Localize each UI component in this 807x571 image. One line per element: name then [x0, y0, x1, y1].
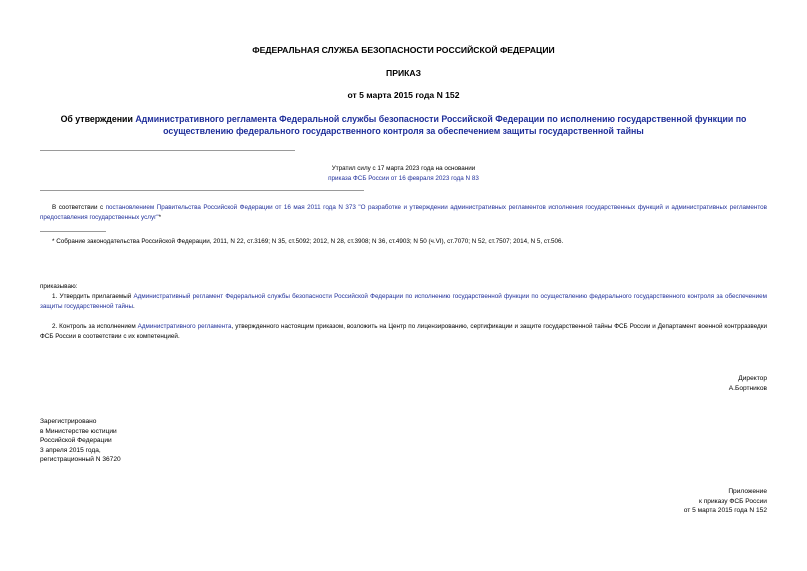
item-1-end: . — [133, 302, 135, 310]
order-word: приказываю: — [40, 283, 78, 290]
divider-top — [40, 150, 295, 151]
footnote-divider — [40, 231, 106, 232]
footnote-mark: * — [52, 238, 55, 245]
item-1-regulation-link[interactable]: Административный регламент Федеральной службы безопасности Российской Федерации по исполнению государственной функции по осуществлению федерального государственного контроля за обеспечением защиты государственной тайны — [40, 293, 768, 310]
status-note-line: Утратил силу с 17 марта 2023 года на основании — [331, 165, 476, 172]
registration-line: в Министерстве юстиции — [40, 427, 117, 435]
item-1-lead: 1. Утвердить прилагаемый — [52, 293, 134, 300]
appendix-line: от 5 марта 2015 года N 152 — [683, 507, 767, 514]
title-regulation-link[interactable]: Административного регламента Федеральной службы безопасности Российской Федерации по исполнению государственной функции по осуществлению федерального государственного контроля за обеспечением защиты государственной тайны — [135, 114, 747, 136]
signature-block — [567, 374, 767, 393]
doc-date-number: от 5 марта 2015 года N 152 — [347, 90, 460, 100]
registration-line: 3 апреля 2015 года, — [40, 446, 101, 454]
order-item-1 — [40, 292, 767, 311]
registration-line: Зарегистрировано — [40, 418, 97, 425]
divider-status — [40, 190, 364, 191]
repeal-order-link[interactable]: приказа ФСБ России от 16 февраля 2023 года N 83 — [328, 174, 479, 182]
agency-heading: ФЕДЕРАЛЬНАЯ СЛУЖБА БЕЗОПАСНОСТИ РОССИЙСКОЙ ФЕДЕРАЦИИ — [252, 45, 555, 55]
registration-block — [40, 417, 240, 465]
appendix-line: Приложение — [728, 488, 767, 495]
footnote-text — [40, 237, 767, 247]
registration-line: регистрационный N 36720 — [40, 456, 121, 463]
appendix-line: к приказу ФСБ России — [698, 497, 767, 505]
footnote-marker: * — [158, 213, 162, 221]
preamble-paragraph — [40, 203, 767, 222]
registration-line: Российской Федерации — [40, 437, 112, 444]
preamble-lead: В соответствии с — [52, 204, 106, 211]
item-2-regulation-link[interactable]: Административного регламента — [137, 323, 232, 330]
item-2-lead: 2. Контроль за исполнением — [52, 323, 138, 330]
order-item-2 — [40, 322, 767, 341]
document-title — [40, 113, 767, 137]
footnote-body: Собрание законодательства Российской Федерации, 2011, N 22, ст.3169; N 35, ст.5092; 2012, N 28, ст.3908; N 36, ст.4903; N 50 (ч.VI), ст.7070; N 52, ст.7507; 2014, N 5, ст.506. — [54, 238, 564, 245]
title-prefix: Об утверждении — [60, 114, 136, 124]
doc-type-heading: ПРИКАЗ — [386, 68, 421, 78]
government-decree-link[interactable]: постановлением Правительства Российской Федерации от 16 мая 2011 года N 373 "О разработке и утверждении административных регламентов исполнения государственных функций и административных регламентов предоставления государственных услуг" — [40, 204, 767, 221]
signatory-position: Директор — [738, 375, 767, 382]
appendix-block — [567, 487, 767, 516]
item-2-rest: , утвержденного настоящим приказом, возложить на Центр по лицензированию, сертификации и защите государственной тайны ФСБ России и Департамент военной контрразведки ФСБ России в соответствии с их компетенцией. — [40, 323, 767, 340]
status-note — [40, 164, 767, 183]
signatory-name: А.Бортников — [728, 384, 767, 392]
